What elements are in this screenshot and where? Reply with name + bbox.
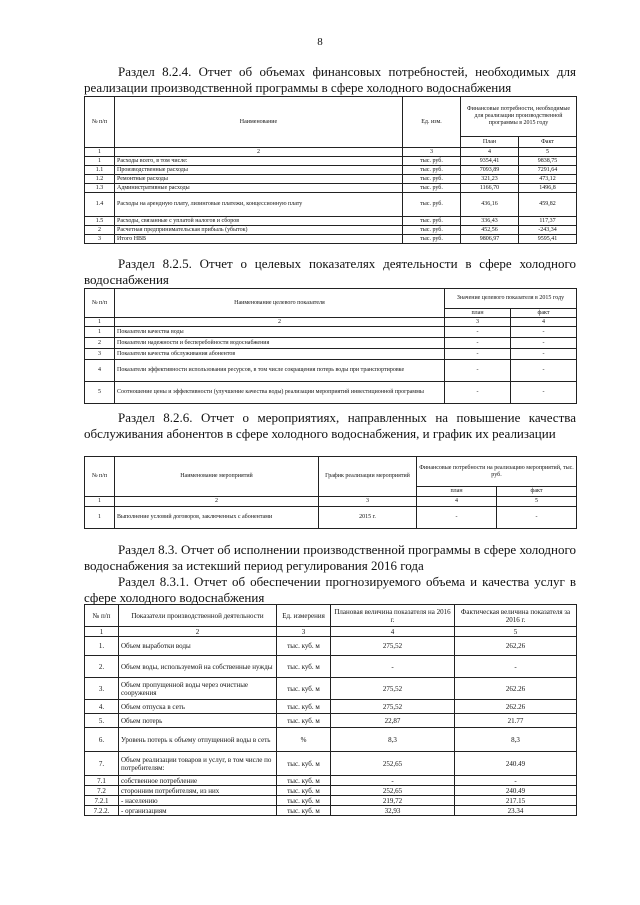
- header-num: № п/п: [85, 605, 119, 627]
- row-unit: тыс. руб.: [403, 166, 461, 175]
- header-fact: факт: [511, 309, 577, 318]
- row-fact: 262.26: [455, 700, 577, 714]
- row-num: 5: [85, 382, 115, 404]
- section-831-title: [84, 574, 576, 606]
- row-fact: -: [455, 776, 577, 786]
- financial-needs-table: [84, 96, 577, 244]
- table-row: [85, 776, 577, 786]
- row-num: 7.2.1: [85, 796, 119, 806]
- table-row: [85, 796, 577, 806]
- row-num: 3.: [85, 678, 119, 700]
- header-num: № п/п: [85, 97, 115, 148]
- table-row: [85, 235, 577, 244]
- row-plan: 275,52: [331, 678, 455, 700]
- row-unit: тыс. руб.: [403, 175, 461, 184]
- target-indicators-table: [84, 288, 577, 404]
- row-unit: тыс. руб.: [403, 235, 461, 244]
- row-name: Ремонтные расходы: [115, 175, 403, 184]
- row-unit: тыс. куб. м: [277, 700, 331, 714]
- row-plan: 9806,97: [461, 235, 519, 244]
- row-plan: 252,65: [331, 786, 455, 796]
- header-unit: Ед. измерения: [277, 605, 331, 627]
- table-row: [85, 327, 577, 338]
- header-value: Значение целевого показателя в 2015 году: [445, 289, 577, 309]
- table-row: [85, 338, 577, 349]
- table-row: [85, 637, 577, 656]
- row-name: Показатели качества воды: [115, 327, 445, 338]
- section-826-title-text: Раздел 8.2.6. Отчет о мероприятиях, направленных на повышение качества обслуживания абонентов в сфере холодного водоснабжения, и график их реализации: [84, 410, 576, 441]
- row-num: 7.2: [85, 786, 119, 796]
- header-plan: Плановая величина показателя на 2016 г.: [331, 605, 455, 627]
- row-plan: -: [445, 349, 511, 360]
- row-name: Расходы на арендную плату, лизинговые платежи, концессионную плату: [115, 193, 403, 217]
- row-plan: -: [417, 507, 497, 529]
- header-financial-needs: Финансовые потребности на реализацию мероприятий, тыс. руб.: [417, 457, 577, 487]
- row-unit: тыс. куб. м: [277, 678, 331, 700]
- colnum: 1: [85, 497, 115, 507]
- row-fact: 21.77: [455, 714, 577, 728]
- row-plan: 275,52: [331, 700, 455, 714]
- row-plan: -: [445, 382, 511, 404]
- table-row: [85, 226, 577, 235]
- row-plan: 1166,70: [461, 184, 519, 193]
- row-fact: 473,12: [519, 175, 577, 184]
- row-unit: тыс. руб.: [403, 193, 461, 217]
- row-num: 3: [85, 235, 115, 244]
- table-row: [85, 786, 577, 796]
- colnum: 4: [511, 318, 577, 327]
- row-unit: тыс. руб.: [403, 184, 461, 193]
- row-fact: 459,82: [519, 193, 577, 217]
- row-num: 1.4: [85, 193, 115, 217]
- table-row: [85, 678, 577, 700]
- row-plan: 7093,89: [461, 166, 519, 175]
- colnum: 1: [85, 318, 115, 327]
- row-unit: тыс. куб. м: [277, 752, 331, 776]
- row-plan: 9354,41: [461, 157, 519, 166]
- table-row: [85, 806, 577, 816]
- row-fact: -: [511, 382, 577, 404]
- row-num: 4: [85, 360, 115, 382]
- header-financial-needs: Финансовые потребности, необходимые для реализации производственной программы в 2015 году: [461, 97, 577, 137]
- table-row: [85, 157, 577, 166]
- row-num: 3: [85, 349, 115, 360]
- row-name: Показатели надежности и бесперебойности водоснабжения: [115, 338, 445, 349]
- row-num: 1.5: [85, 217, 115, 226]
- row-schedule: 2015 г.: [319, 507, 417, 529]
- section-824-title-text: Раздел 8.2.4. Отчет об объемах финансовых потребностей, необходимых для реализации производственной программы в сфере холодного водоснабжения: [84, 64, 576, 95]
- row-name: Объем реализации товаров и услуг, в том числе по потребителям:: [119, 752, 277, 776]
- row-num: 2: [85, 338, 115, 349]
- row-name: Объем воды, используемой на собственные нужды: [119, 656, 277, 678]
- section-826-title: [84, 410, 576, 442]
- row-unit: тыс. куб. м: [277, 796, 331, 806]
- row-unit: тыс. куб. м: [277, 776, 331, 786]
- row-fact: 240.49: [455, 786, 577, 796]
- row-plan: 436,16: [461, 193, 519, 217]
- row-plan: 452,56: [461, 226, 519, 235]
- row-num: 1.1: [85, 166, 115, 175]
- row-plan: -: [331, 656, 455, 678]
- row-plan: 219,72: [331, 796, 455, 806]
- colnum: 3: [403, 148, 461, 157]
- row-unit: %: [277, 728, 331, 752]
- colnum: 2: [115, 497, 319, 507]
- row-unit: тыс. куб. м: [277, 786, 331, 796]
- colnum: 4: [461, 148, 519, 157]
- row-plan: 252,65: [331, 752, 455, 776]
- colnum: 5: [497, 497, 577, 507]
- row-name: Объем пропущенной воды через очистные сооружения: [119, 678, 277, 700]
- row-unit: тыс. руб.: [403, 217, 461, 226]
- row-num: 1.3: [85, 184, 115, 193]
- header-name: Наименование: [115, 97, 403, 148]
- colnum: 3: [277, 627, 331, 637]
- row-fact: 1496,8: [519, 184, 577, 193]
- colnum: 2: [115, 318, 445, 327]
- row-plan: 275,52: [331, 637, 455, 656]
- measures-table: [84, 456, 577, 529]
- row-name: Расходы, связанные с уплатой налогов и сборов: [115, 217, 403, 226]
- row-plan: -: [331, 776, 455, 786]
- row-name: Соотношение цены и эффективности (улучшение качества воды) реализации мероприятий инвестиционной программы: [115, 382, 445, 404]
- row-unit: тыс. куб. м: [277, 656, 331, 678]
- row-unit: тыс. руб.: [403, 157, 461, 166]
- header-num: № п/п: [85, 289, 115, 318]
- row-name: Расчетная предпринимательская прибыль (убыток): [115, 226, 403, 235]
- header-schedule: График реализации мероприятий: [319, 457, 417, 497]
- row-fact: 9595,41: [519, 235, 577, 244]
- row-num: 1.2: [85, 175, 115, 184]
- row-plan: 321,23: [461, 175, 519, 184]
- colnum: 5: [455, 627, 577, 637]
- row-plan: -: [445, 327, 511, 338]
- header-num: № п/п: [85, 457, 115, 497]
- table-row: [85, 193, 577, 217]
- row-fact: 117,37: [519, 217, 577, 226]
- section-83-title-text: Раздел 8.3. Отчет об исполнении производственной программы в сфере холодного водоснабжения за истекший период регулирования 2016 года: [84, 542, 576, 573]
- table-row: [85, 752, 577, 776]
- colnum: 5: [519, 148, 577, 157]
- header-plan: план: [445, 309, 511, 318]
- row-plan: 32,93: [331, 806, 455, 816]
- table-row: [85, 714, 577, 728]
- row-num: 5.: [85, 714, 119, 728]
- row-plan: -: [445, 360, 511, 382]
- row-fact: 262,26: [455, 637, 577, 656]
- table-row: [85, 360, 577, 382]
- row-num: 7.: [85, 752, 119, 776]
- row-name: Итого НВВ: [115, 235, 403, 244]
- header-name: Наименование мероприятий: [115, 457, 319, 497]
- row-name: Административные расходы: [115, 184, 403, 193]
- row-name: Объем потерь: [119, 714, 277, 728]
- table-row: [85, 217, 577, 226]
- row-plan: 336,43: [461, 217, 519, 226]
- section-83-title: [84, 542, 576, 574]
- colnum: 4: [417, 497, 497, 507]
- header-name: Показатели производственной деятельности: [119, 605, 277, 627]
- row-unit: тыс. куб. м: [277, 806, 331, 816]
- row-name: Объем отпуска в сеть: [119, 700, 277, 714]
- table-row: [85, 166, 577, 175]
- colnum: 3: [319, 497, 417, 507]
- row-num: 2: [85, 226, 115, 235]
- page-number: 8: [317, 36, 323, 48]
- row-name: Показатели качества обслуживания абонентов: [115, 349, 445, 360]
- header-plan: план: [417, 487, 497, 497]
- row-num: 7.2.2.: [85, 806, 119, 816]
- colnum: 4: [331, 627, 455, 637]
- row-fact: -: [455, 656, 577, 678]
- row-fact: -: [511, 349, 577, 360]
- row-fact: 23.34: [455, 806, 577, 816]
- row-fact: -: [511, 360, 577, 382]
- table-row: [85, 382, 577, 404]
- row-fact: 8,3: [455, 728, 577, 752]
- table-row: [85, 184, 577, 193]
- table-row: [85, 349, 577, 360]
- row-num: 1: [85, 327, 115, 338]
- section-825-title: [84, 256, 576, 288]
- row-name: Уровень потерь к объему отпущенной воды в сеть: [119, 728, 277, 752]
- row-fact: -: [511, 327, 577, 338]
- header-fact: Факт: [519, 137, 577, 148]
- table-row: [85, 507, 577, 529]
- row-fact: 9838,75: [519, 157, 577, 166]
- table-row: [85, 700, 577, 714]
- header-plan: План: [461, 137, 519, 148]
- row-plan: -: [445, 338, 511, 349]
- table-row: [85, 728, 577, 752]
- row-name: собственное потребление: [119, 776, 277, 786]
- header-fact: Фактическая величина показателя за 2016 г.: [455, 605, 577, 627]
- row-name: Показатели эффективности использования ресурсов, в том числе сокращения потерь воды при транспортировке: [115, 360, 445, 382]
- row-unit: тыс. куб. м: [277, 637, 331, 656]
- row-fact: -: [497, 507, 577, 529]
- table-row: [85, 656, 577, 678]
- colnum: 1: [85, 627, 119, 637]
- row-unit: тыс. руб.: [403, 226, 461, 235]
- row-fact: 262.26: [455, 678, 577, 700]
- volume-quality-table: [84, 604, 577, 816]
- row-name: Выполнение условий договоров, заключенных с абонентами: [115, 507, 319, 529]
- row-num: 1: [85, 507, 115, 529]
- row-num: 7.1: [85, 776, 119, 786]
- section-824-title: [84, 64, 576, 96]
- row-name: Объем выработки воды: [119, 637, 277, 656]
- colnum: 2: [119, 627, 277, 637]
- colnum: 3: [445, 318, 511, 327]
- row-name: Расходы всего, в том числе:: [115, 157, 403, 166]
- row-name: - населению: [119, 796, 277, 806]
- row-num: 1.: [85, 637, 119, 656]
- row-num: 4.: [85, 700, 119, 714]
- row-fact: 7291,64: [519, 166, 577, 175]
- row-name: сторонним потребителям, из них: [119, 786, 277, 796]
- row-num: 1: [85, 157, 115, 166]
- section-831-title-text: Раздел 8.3.1. Отчет об обеспечении прогнозируемого объема и качества услуг в сфере холодного водоснабжения: [84, 574, 576, 605]
- row-num: 6.: [85, 728, 119, 752]
- header-unit: Ед. изм.: [403, 97, 461, 148]
- row-fact: -243,34: [519, 226, 577, 235]
- colnum: 2: [115, 148, 403, 157]
- section-825-title-text: Раздел 8.2.5. Отчет о целевых показателях деятельности в сфере холодного водоснабжения: [84, 256, 576, 287]
- row-plan: 8,3: [331, 728, 455, 752]
- row-fact: 217.15: [455, 796, 577, 806]
- table-row: [85, 175, 577, 184]
- colnum: 1: [85, 148, 115, 157]
- row-fact: 240.49: [455, 752, 577, 776]
- row-name: Производственные расходы: [115, 166, 403, 175]
- row-name: - организациям: [119, 806, 277, 816]
- row-plan: 22,87: [331, 714, 455, 728]
- header-fact: факт: [497, 487, 577, 497]
- row-num: 2.: [85, 656, 119, 678]
- row-unit: тыс. куб. м: [277, 714, 331, 728]
- row-fact: -: [511, 338, 577, 349]
- header-name: Наименование целевого показателя: [115, 289, 445, 318]
